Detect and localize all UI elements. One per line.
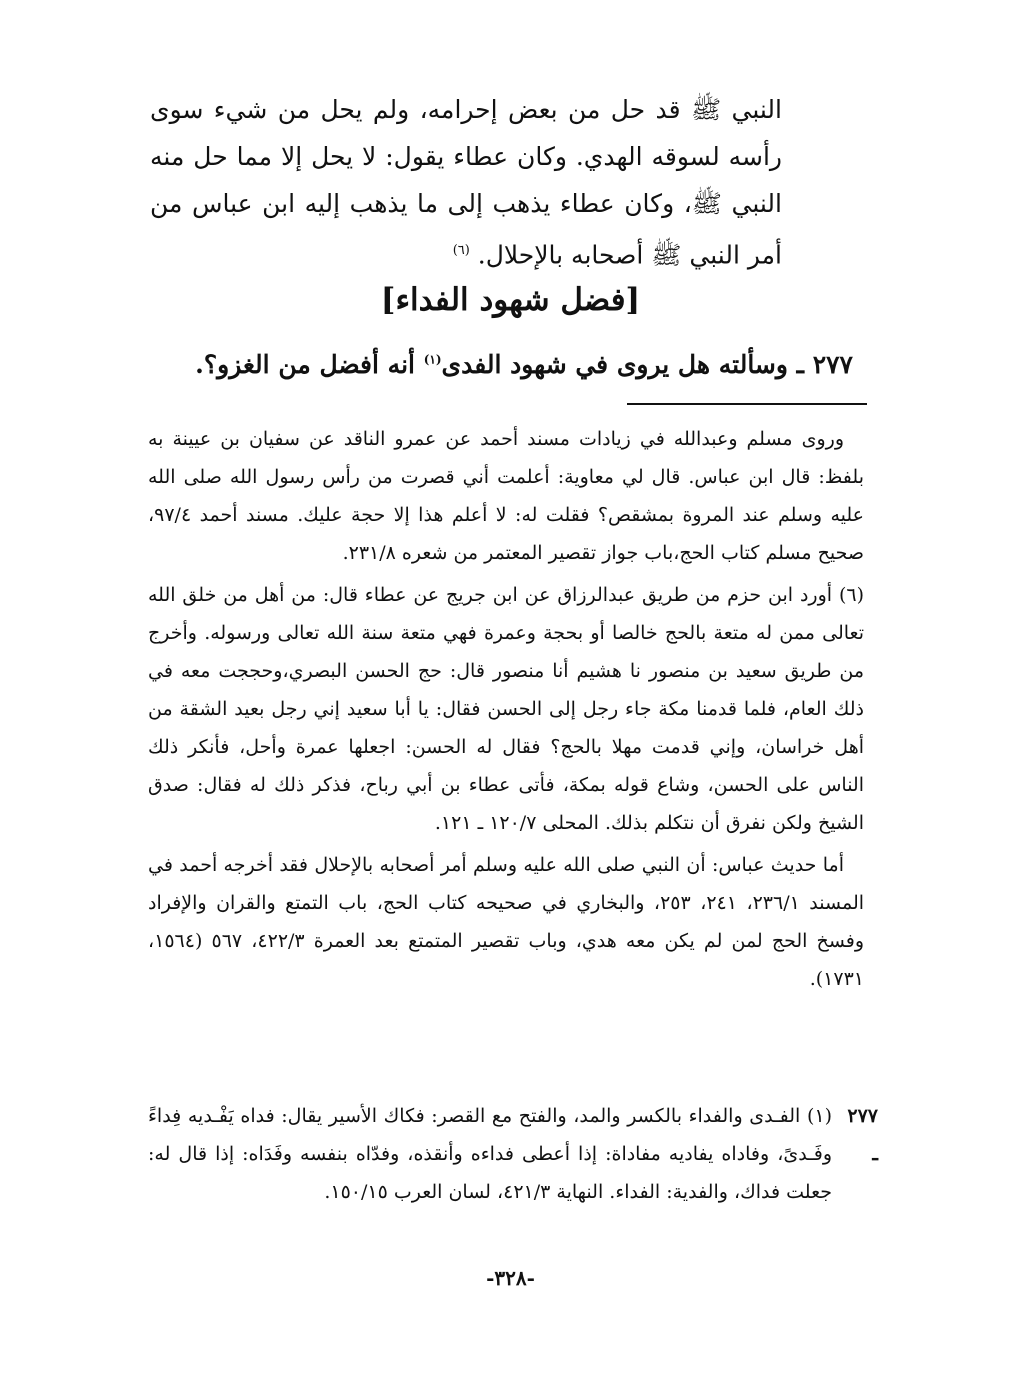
footnote-divider (627, 403, 867, 405)
main-text-body: النبي ﷺ قد حل من بعض إحرامه، ولم يحل من شيء سوى رأسه لسوقه الهدي. وكان عطاء يقول: لا يحل إلا مما حل منه النبي ﷺ، وكان عطاء يذهب إلى ما يذهب إليه ابن عباس من أمر النبي ﷺ أصحابه بالإحلال. (150, 95, 782, 270)
footnote-paragraph: (٦) أورد ابن حزم من طريق عبدالرزاق عن ابن جريج عن عطاء قال: من أهل من خلق الله تعالى ممن له متعة بالحج خالصا أو بحجة وعمرة فهي متعة سنة الله تعالى ورسوله. وأخرج من طريق سعيد بن منصور نا هشيم أنا منصور قال: حج الحسن البصري،وحججت معه في ذلك العام، فلما قدمنا مكة جاء رجل إلى الحسن فقال: يا أبا سعيد إني رجل بعيد الشقة من أهل خراسان، وإني قدمت مهلا بالحج؟ فقال له الحسن: اجعلها عمرة وأحل، فأنكر ذلك الناس على الحسن، وشاع قوله بمكة، فأتى عطاء بن أبي رباح، فذكر ذلك له فقال: صدق الشيخ ولكن نفرق أن نتكلم بذلك. المحلى ١٢٠/٧ ـ ١٢١. (148, 584, 865, 834)
footnote-277 (148, 1097, 878, 1211)
question-text: وسألته هل يروى في شهود الفدى (441, 350, 788, 379)
question-277 (195, 350, 853, 379)
question-text-end: أنه أفضل من الغزو؟. (195, 350, 415, 379)
footnote-paragraph: وروى مسلم وعبدالله في زيادات مسند أحمد عن عمرو الناقد عن سفيان بن عيينة به بلفظ: قال ابن عباس. قال لي معاوية: أعلمت أني قصرت من رأس رسول الله صلى الله عليه وسلم عند المروة بمشقص؟ فقلت له: لا أعلم هذا إلا حجة عليك. مسند أحمد ٩٧/٤، صحيح مسلم كتاب الحج،باب جواز تقصير المعتمر من شعره ٢٣١/٨. (148, 428, 864, 564)
section-heading: [فضل شهود الفداء] (380, 282, 641, 318)
footnote-marker-6: (٦) (452, 243, 470, 258)
footnote-paragraph: أما حديث عباس: أن النبي صلى الله عليه وسلم أمر أصحابه بالإحلال فقد أخرجه أحمد في المسند ٢٣٦/١، ٢٤١، ٢٥٣، والبخاري في صحيحه كتاب الحج، باب التمتع والقران والإفراد وفسخ الحج لمن لم يكن معه هدي، وباب تقصير المتمتع بعد العمرة ٤٢٢/٣، ٥٦٧ (١٥٦٤، ١٧٣١). (148, 854, 865, 990)
footnote-277-text: (١) الفـدى والفداء بالكسر والمد، والفتح مع القصر: فكاك الأسير يقال: فداه يَفْـديه فِداءً وفَـدىً، وفاداه يفاديه مفاداة: إذا أعطى فداءه وأنقذه، وفدّاه بنفسه وفَدَاه: إذا قال له: جعلت فداك، والفدية: الفداء. النهاية ٤٢١/٣، لسان العرب ١٥٠/١٥. (148, 1105, 832, 1203)
page-number: -٣٢٨- (486, 1266, 535, 1290)
footnotes-section (148, 420, 864, 1002)
question-number: ٢٧٧ ـ (796, 350, 853, 379)
footnote-277-label: ٢٧٧ ـ (847, 1105, 878, 1165)
main-text-paragraph (150, 86, 782, 278)
question-footnote-marker: (١) (423, 352, 442, 367)
